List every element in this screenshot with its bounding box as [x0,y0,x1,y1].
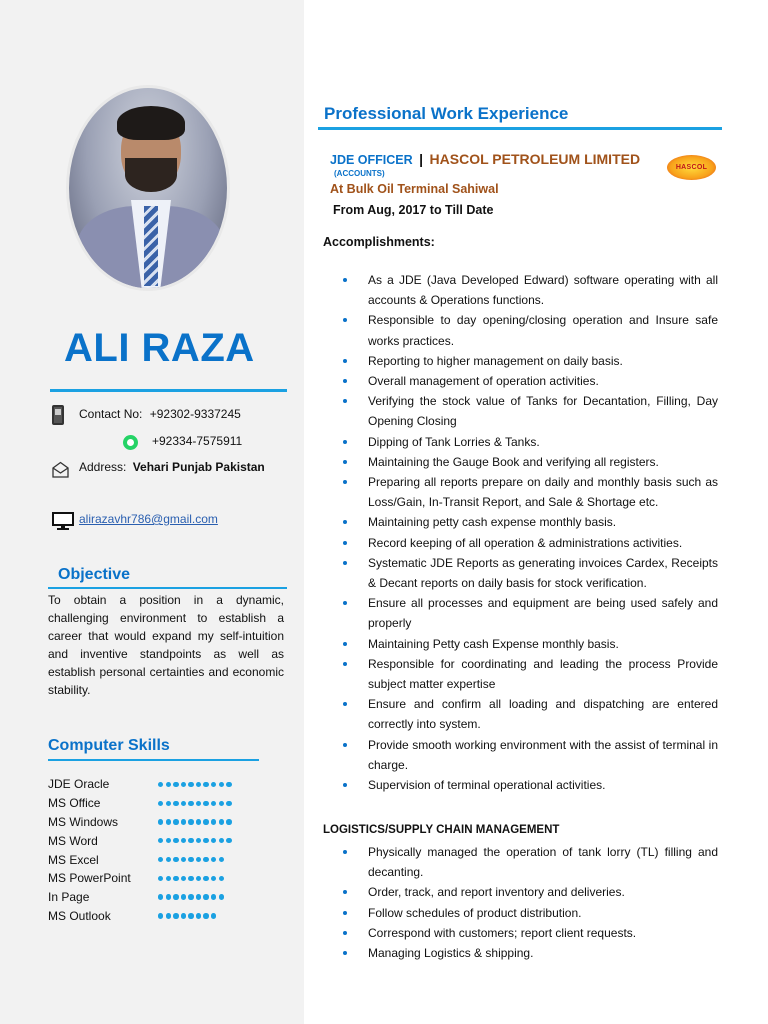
accomplishments-list [340,270,718,795]
objective-text: To obtain a position in a dynamic, challenging environment to establish a career that would expand my self-intuition and inventive standpoints as well as establish personal certainties and economic stability. [48,593,284,697]
skill-level-dot [226,782,231,787]
skill-row [48,813,248,832]
bullet-item: Supervision of terminal operational activities. [340,775,718,795]
skill-level-dot [226,819,231,824]
skill-level-dots [158,819,232,824]
skill-level-dots [158,857,224,862]
objective-title: Objective [58,566,131,583]
job-location: At Bulk Oil Terminal Sahiwal [330,182,499,196]
skill-level-dot [211,801,216,806]
skill-level-dot [173,913,178,918]
bullet-item: Physically managed the operation of tank lorry (TL) filling and decanting. [340,842,718,882]
skill-level-dot [173,838,178,843]
skill-level-dot [211,838,216,843]
job-dates: From Aug, 2017 to Till Date [333,203,494,217]
company-name: HASCOL PETROLEUM LIMITED [429,151,641,167]
skill-level-dots [158,876,224,881]
skill-level-dot [188,894,193,899]
job-title: JDE OFFICER [330,153,413,167]
skill-row [48,888,248,907]
skill-level-dot [166,876,171,881]
skill-level-dot [219,819,224,824]
skills-divider [48,759,259,761]
phone-icon [52,405,64,425]
skill-level-dot [158,782,163,787]
skill-level-dot [196,801,201,806]
company-logo [667,155,716,180]
skill-name: In Page [48,890,90,905]
skill-row [48,869,248,888]
skill-level-dot [166,819,171,824]
phone-number: +92302-9337245 [149,407,241,421]
bullet-item: Record keeping of all operation & administrations activities. [340,533,718,553]
contact-label: Contact No: [79,407,143,421]
skill-level-dot [173,894,178,899]
skill-level-dot [203,819,208,824]
skill-level-dot [203,857,208,862]
bullet-item: Reporting to higher management on daily basis. [340,351,718,371]
skill-level-dot [219,857,224,862]
skill-level-dot [166,838,171,843]
bullet-item: Provide smooth working environment with the assist of terminal in charge. [340,735,718,775]
skill-level-dot [211,913,216,918]
skill-name: MS Word [48,833,98,848]
skill-level-dot [188,913,193,918]
skill-level-dot [203,782,208,787]
bullet-item: Order, track, and report inventory and deliveries. [340,882,718,902]
skill-level-dot [166,894,171,899]
skill-level-dot [181,913,186,918]
email-link[interactable]: alirazavhr786@gmail.com [79,512,218,526]
skill-level-dot [188,819,193,824]
skill-level-dot [211,819,216,824]
address-value: Vehari Punjab Pakistan [132,460,265,474]
skill-level-dot [219,801,224,806]
skill-level-dot [173,857,178,862]
name-divider [50,389,287,392]
skill-level-dot [226,801,231,806]
skill-level-dot [158,894,163,899]
job-separator: | [419,151,424,167]
experience-title: Professional Work Experience [324,104,569,123]
skill-level-dot [203,838,208,843]
skill-level-dot [196,782,201,787]
skill-level-dot [181,801,186,806]
skill-level-dot [158,801,163,806]
skill-level-dot [173,801,178,806]
skills-title: Computer Skills [48,737,170,754]
bullet-item: Maintaining Petty cash Expense monthly basis. [340,634,718,654]
logistics-list [340,842,718,963]
skill-level-dot [166,857,171,862]
skill-level-dots [158,782,232,787]
skill-name: JDE Oracle [48,777,110,792]
skill-level-dot [196,819,201,824]
skill-name: MS PowerPoint [48,871,131,886]
bullet-item: Correspond with customers; report client requests. [340,923,718,943]
bullet-item: Managing Logistics & shipping. [340,943,718,963]
skill-level-dot [166,782,171,787]
skill-level-dot [188,838,193,843]
skill-level-dot [158,819,163,824]
address-label: Address: [79,460,127,474]
skill-level-dot [181,819,186,824]
experience-divider [318,127,722,130]
skill-level-dot [219,782,224,787]
skill-level-dot [158,838,163,843]
skill-row [48,831,248,850]
bullet-item: Verifying the stock value of Tanks for Decantation, Filling, Day Opening Closing [340,391,718,431]
skill-row [48,775,248,794]
bullet-item: Responsible to day opening/closing operation and Insure safe works practices. [340,310,718,350]
skill-level-dot [158,857,163,862]
skill-level-dot [211,876,216,881]
skill-level-dot [181,782,186,787]
bullet-item: As a JDE (Java Developed Edward) software operating with all accounts & Operations functions. [340,270,718,310]
whatsapp-number: +92334-7575911 [152,434,243,448]
skill-level-dot [188,801,193,806]
skill-level-dot [211,782,216,787]
bullet-item: Responsible for coordinating and leading the process Provide subject matter expertise [340,654,718,694]
skill-level-dot [166,801,171,806]
skill-level-dot [166,913,171,918]
skill-level-dot [203,801,208,806]
profile-photo [66,85,230,291]
skill-level-dot [203,913,208,918]
skill-level-dot [188,876,193,881]
skill-level-dot [196,857,201,862]
accomplishments-title: Accomplishments: [323,235,435,249]
skill-level-dot [196,894,201,899]
skill-row [48,850,248,869]
skill-level-dots [158,838,232,843]
department: (ACCOUNTS) [334,169,385,178]
skill-name: MS Office [48,796,101,811]
skill-level-dot [219,894,224,899]
skill-level-dots [158,894,224,899]
skill-level-dot [173,782,178,787]
skill-level-dot [196,876,201,881]
skill-level-dot [181,857,186,862]
skill-level-dot [203,894,208,899]
skill-level-dot [173,876,178,881]
skill-name: MS Windows [48,814,119,829]
bullet-item: Overall management of operation activities. [340,371,718,391]
monitor-icon [52,512,74,530]
skill-level-dot [173,819,178,824]
skill-level-dot [181,894,186,899]
skill-name: MS Outlook [48,908,111,923]
job-heading [330,151,640,167]
skill-level-dot [188,857,193,862]
envelope-icon [52,461,69,478]
skill-level-dot [196,838,201,843]
skill-level-dot [181,838,186,843]
candidate-name: ALI RAZA [64,326,255,370]
address [79,460,265,474]
bullet-item: Maintaining the Gauge Book and verifying all registers. [340,452,718,472]
bullet-item: Ensure and confirm all loading and dispatching are entered correctly into system. [340,694,718,734]
logistics-title: LOGISTICS/SUPPLY CHAIN MANAGEMENT [323,824,560,836]
skill-level-dot [188,782,193,787]
bullet-item: Follow schedules of product distribution. [340,903,718,923]
skill-level-dot [158,913,163,918]
skill-level-dot [203,876,208,881]
skill-row [48,794,248,813]
skill-level-dots [158,801,232,806]
skill-level-dot [211,857,216,862]
skill-row [48,907,248,926]
skills-list [48,775,248,925]
bullet-item: Preparing all reports prepare on daily and monthly basis such as Loss/Gain, In-Transit Report, and Sale & Shortage etc. [340,472,718,512]
bullet-item: Dipping of Tank Lorries & Tanks. [340,432,718,452]
contact-number [79,407,241,421]
objective-divider [48,587,287,589]
skill-level-dots [158,913,216,918]
skill-level-dot [196,913,201,918]
skill-level-dot [158,876,163,881]
skill-level-dot [219,876,224,881]
skill-level-dot [219,838,224,843]
bullet-item: Maintaining petty cash expense monthly basis. [340,512,718,532]
skill-level-dot [226,838,231,843]
bullet-item: Ensure all processes and equipment are being used safely and properly [340,593,718,633]
skill-level-dot [181,876,186,881]
bullet-item: Systematic JDE Reports as generating invoices Cardex, Receipts & Decant reports on daily basis for stock verification. [340,553,718,593]
skill-level-dot [211,894,216,899]
whatsapp-icon [123,435,138,450]
skill-name: MS Excel [48,852,99,867]
company-logo-text: HASCOL [675,164,708,171]
